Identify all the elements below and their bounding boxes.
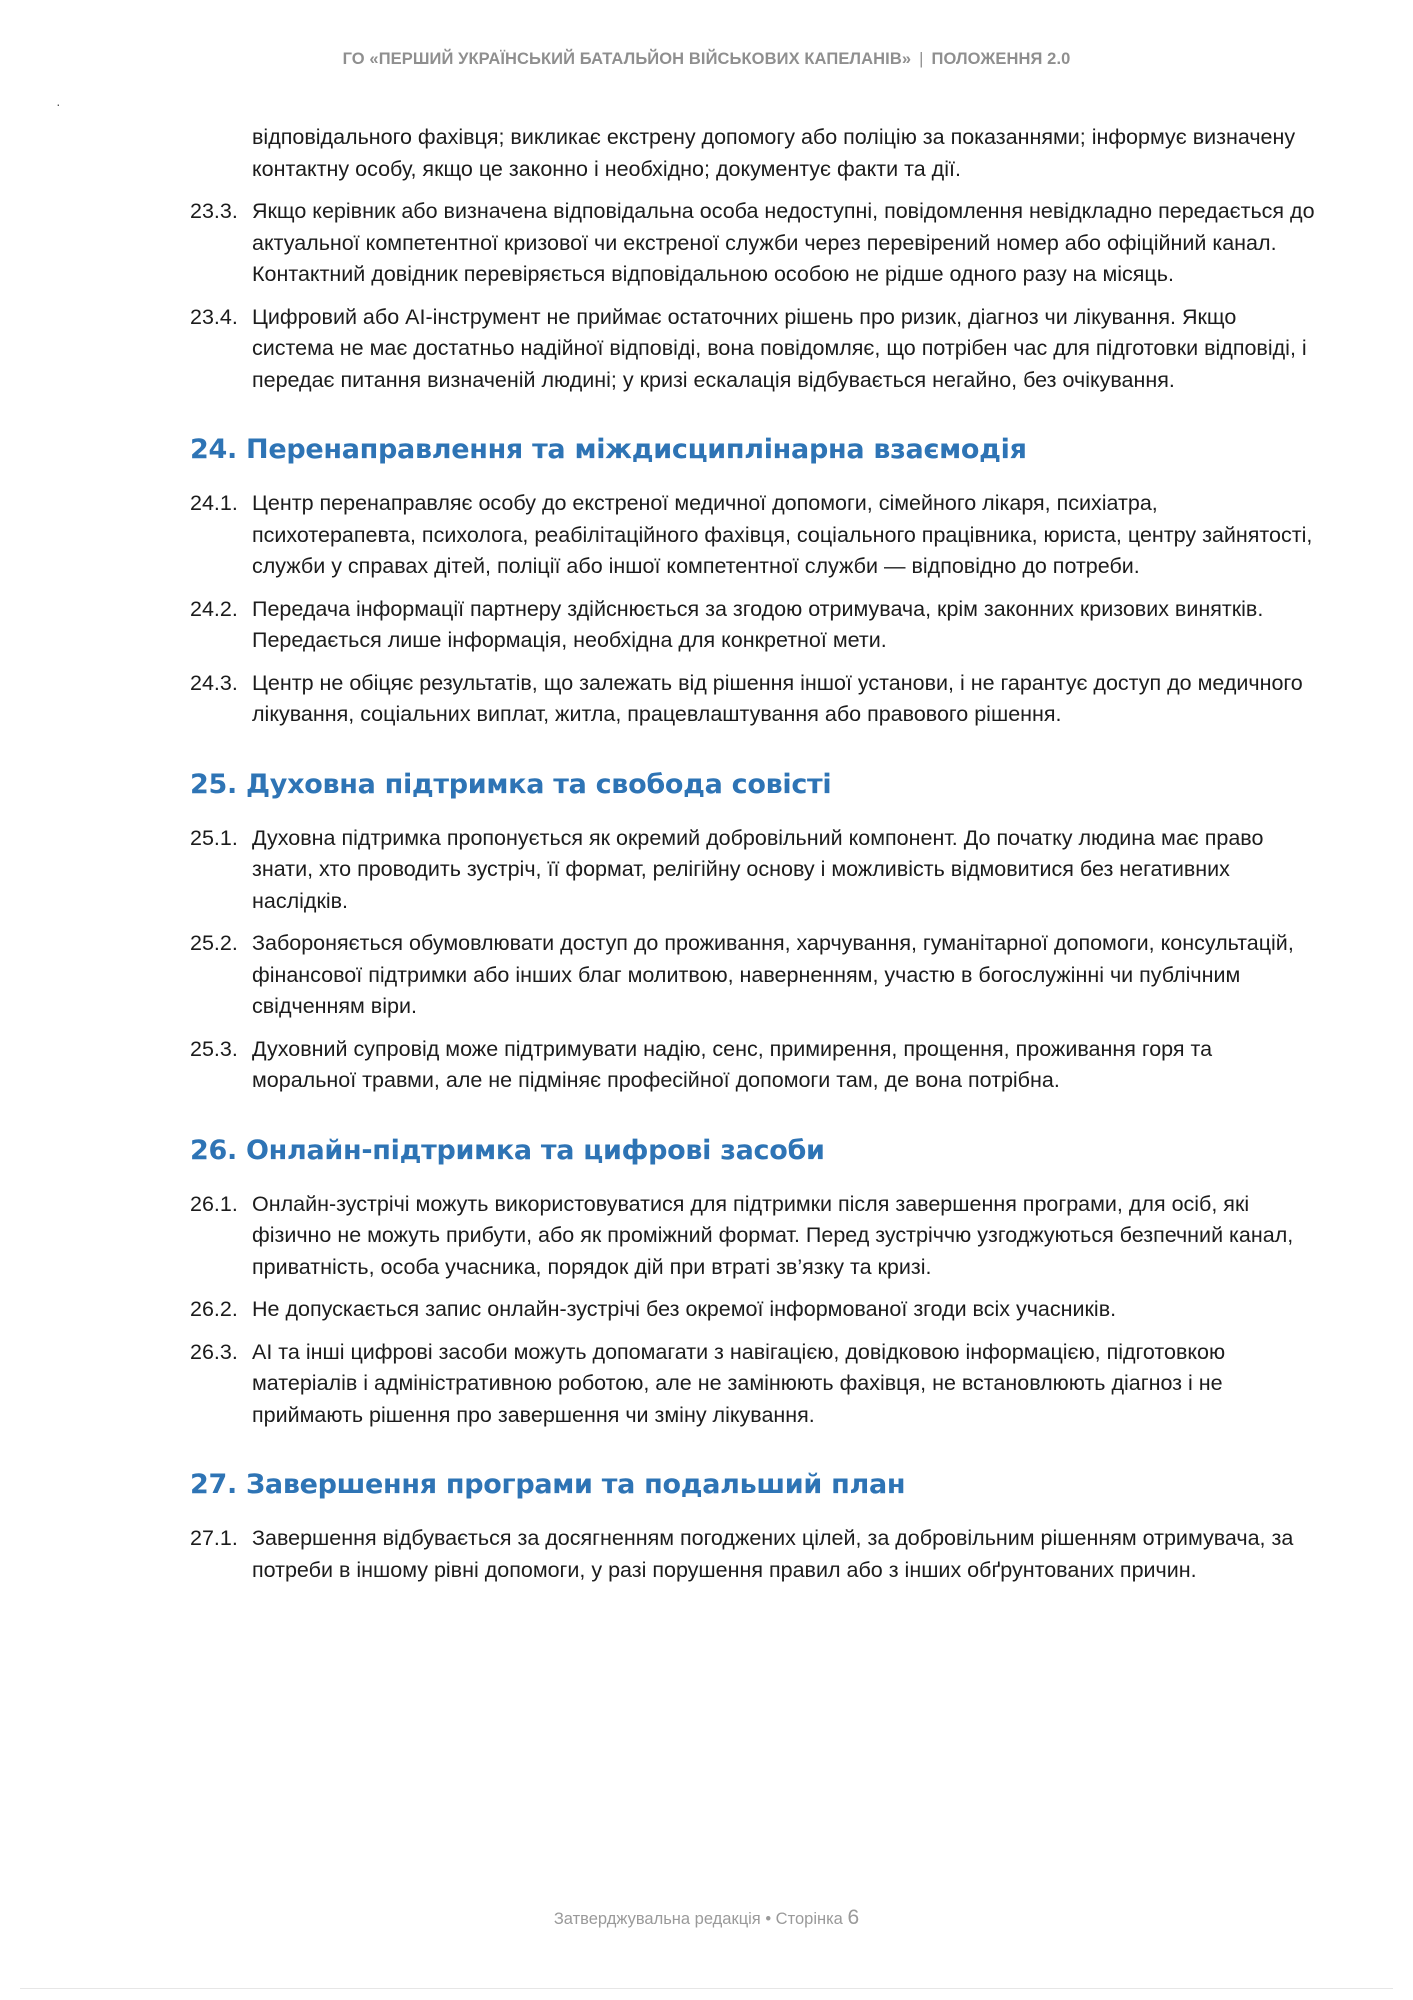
clause-25-1	[190, 823, 1315, 918]
clause-number: 24.2.	[190, 596, 238, 621]
clause-text: Цифровий або AI-інструмент не приймає остаточних рішень про ризик, діагноз чи лікування. Якщо система не має достатньо надійної відповіді, вона повідомляє, що потрібен час для підготовки відповіді, і передає питання визначеній людині; у кризі ескалація відбувається негайно, без очікування.	[252, 304, 1307, 392]
clause-text: Онлайн-зустрічі можуть використовуватися для підтримки після завершення програми, для осіб, які фізично не можуть прибути, або як проміжний формат. Перед зустріччю узгоджуються безпечний канал, приватність, особа учасника, порядок дій при втраті зв’язку та кризі.	[252, 1191, 1294, 1279]
clause-23-4	[190, 302, 1315, 397]
page-edge-divider	[20, 1988, 1393, 1989]
clause-text: Духовна підтримка пропонується як окремий добровільний компонент. До початку людина має право знати, хто проводить зустріч, її формат, релігійну основу і можливість відмовитися без негативних наслідків.	[252, 825, 1264, 913]
clause-text: AI та інші цифрові засоби можуть допомагати з навігацією, довідковою інформацією, підготовкою матеріалів і адміністративною роботою, але не замінюють фахівця, не встановлюють діагноз і не приймають рішення про завершення чи зміну лікування.	[252, 1339, 1226, 1427]
clause-24-3	[190, 668, 1315, 731]
clause-25-3	[190, 1034, 1315, 1097]
clause-number: 25.3.	[190, 1036, 238, 1061]
header-separator: |	[919, 50, 924, 68]
clause-text: Центр перенаправляє особу до екстреної медичної допомоги, сімейного лікаря, психіатра, психотерапевта, психолога, реабілітаційного фахівця, соціального працівника, юриста, центру зайнятості, служби у справах дітей, поліції або іншої компетентної служби — відповідно до потреби.	[252, 491, 1313, 578]
section-25-title: 25. Духовна підтримка та свобода совісті	[190, 768, 832, 800]
clause-text: Духовний супровід може підтримувати надію, сенс, примирення, прощення, проживання горя та моральної травми, але не підміняє професійної допомоги там, де вона потрібна.	[252, 1036, 1213, 1092]
page-footer	[0, 1906, 1413, 1930]
clause-26-1	[190, 1189, 1315, 1284]
clause-number: 27.1.	[190, 1526, 238, 1550]
clause-number: 26.1.	[190, 1191, 238, 1216]
clause-text: Забороняється обумовлювати доступ до проживання, харчування, гуманітарної допомоги, консультацій, фінансової підтримки або інших благ молитвою, наверненням, участю в богослужінні чи публічним свідченням віри.	[252, 931, 1294, 1018]
header-organization: ГО «ПЕРШИЙ УКРАЇНСЬКИЙ БАТАЛЬЙОН ВІЙСЬКОВИХ КАПЕЛАНІВ»	[342, 50, 912, 68]
clause-number: 23.3.	[190, 199, 238, 223]
clause-text: Не допускається запис онлайн-зустрічі без окремої інформованої згоди всіх учасників.	[252, 1297, 1117, 1321]
section-24-title: 24. Перенаправлення та міждисциплінарна взаємодія	[190, 434, 1027, 465]
page-number: 6	[847, 1906, 860, 1929]
clause-23-3	[190, 196, 1315, 291]
section-27-title: 27. Завершення програми та подальший план	[190, 1469, 906, 1500]
header-document-name: ПОЛОЖЕННЯ 2.0	[931, 50, 1071, 68]
continuation-paragraph: відповідального фахівця; викликає екстрену допомогу або поліцію за показаннями; інформує визначену контактну особу, якщо це законно і необхідно; документує факти та дії.	[252, 125, 1296, 181]
clause-number: 25.2.	[190, 931, 238, 955]
clause-number: 25.1.	[190, 825, 238, 850]
clause-26-3	[190, 1337, 1315, 1432]
clause-number: 26.2.	[190, 1297, 238, 1321]
footer-label: Затверджувальна редакція • Сторінка	[553, 1910, 843, 1928]
clause-text: Передача інформації партнеру здійснюється за згодою отримувача, крім законних кризових винятків. Передається лише інформація, необхідна для конкретної мети.	[252, 596, 1264, 652]
document-body	[190, 122, 1315, 1597]
scan-artifact: ·	[56, 96, 61, 112]
clause-text: Центр не обіцяє результатів, що залежать від рішення іншої установи, і не гарантує доступ до медичного лікування, соціальних виплат, житла, працевлаштування або правового рішення.	[252, 670, 1303, 726]
clause-number: 24.1.	[190, 491, 238, 515]
page-header	[0, 50, 1413, 69]
clause-number: 23.4.	[190, 304, 238, 329]
section-26-title: 26. Онлайн-підтримка та цифрові засоби	[190, 1134, 825, 1166]
clause-number: 26.3.	[190, 1339, 238, 1364]
clause-text: Якщо керівник або визначена відповідальна особа недоступні, повідомлення невідкладно передається до актуальної компетентної кризової чи екстреної служби через перевірений номер або офіційний канал. Контактний довідник перевіряється відповідальною особою не рідше одного разу на місяць.	[252, 199, 1315, 286]
clause-24-1	[190, 488, 1315, 583]
clause-text: Завершення відбувається за досягненням погоджених цілей, за добровільним рішенням отримувача, за потреби в іншому рівні допомоги, у разі порушення правил або з інших обґрунтованих причин.	[252, 1526, 1294, 1582]
clause-number: 24.3.	[190, 670, 238, 695]
clause-25-2	[190, 928, 1315, 1023]
clause-26-2	[190, 1294, 1315, 1326]
clause-27-1	[190, 1523, 1315, 1586]
clause-24-2	[190, 594, 1315, 657]
